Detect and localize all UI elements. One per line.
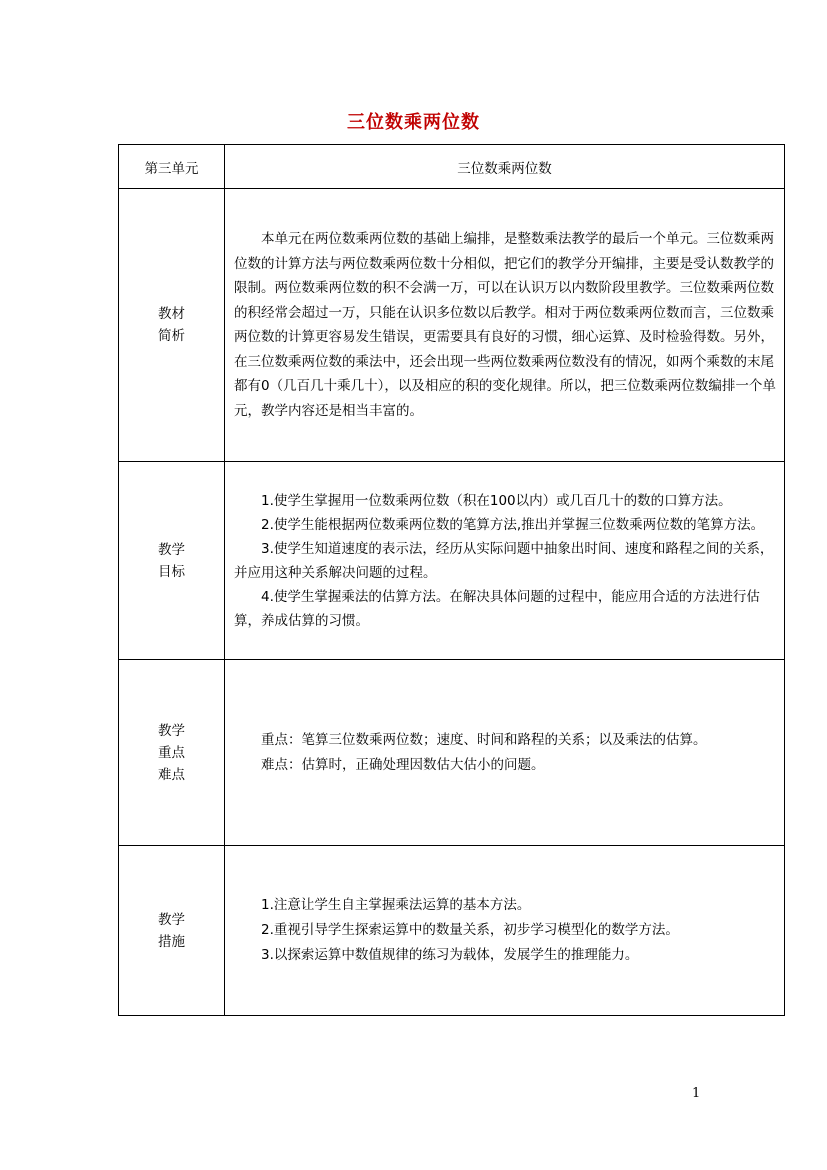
- row-content: [225, 189, 785, 462]
- row-label-line: 教学: [158, 541, 185, 558]
- table-row: [119, 189, 785, 462]
- row-label-line: 教学: [158, 722, 185, 739]
- row-label: [119, 462, 225, 660]
- row-label: [119, 846, 225, 1016]
- table-row: [119, 462, 785, 660]
- topic-cell: 三位数乘两位数: [225, 145, 785, 189]
- paragraph: 4.使学生掌握乘法的估算方法。在解决具体问题的过程中，能应用合适的方法进行估算，养成估算的习惯。: [234, 588, 760, 629]
- row-content: [225, 462, 785, 660]
- paragraph: 1.使学生掌握用一位数乘两位数（积在100以内）或几百几十的数的口算方法。: [261, 492, 732, 509]
- row-content: [225, 846, 785, 1016]
- document-title: 三位数乘两位数: [347, 112, 480, 133]
- row-label-line: 措施: [158, 933, 185, 950]
- paragraph: 2.重视引导学生探索运算中的数量关系，初步学习模型化的数学方法。: [261, 922, 679, 938]
- paragraph: 重点：笔算三位数乘两位数；速度、时间和路程的关系；以及乘法的估算。: [261, 731, 707, 748]
- paragraph: 1.注意让学生自主掌握乘法运算的基本方法。: [261, 897, 531, 913]
- row-label-line: 教材: [158, 306, 185, 322]
- row-label-line: 目标: [158, 563, 185, 580]
- row-content: [225, 660, 785, 846]
- row-label: [119, 189, 225, 462]
- paragraph: 难点：估算时，正确处理因数估大估小的问题。: [261, 756, 545, 773]
- paragraph: 2.使学生能根据两位数乘两位数的笔算方法,推出并掌握三位数乘两位数的笔算方法。: [261, 516, 765, 533]
- paragraph: 3.以探索运算中数值规律的练习为载体，发展学生的推理能力。: [261, 947, 639, 963]
- row-label-line: 难点: [158, 766, 185, 783]
- row-label-line: 重点: [158, 744, 185, 761]
- lesson-plan-table: [118, 144, 785, 1016]
- row-label-line: 教学: [158, 911, 185, 928]
- paragraph: 本单元在两位数乘两位数的基础上编排，是整数乘法教学的最后一个单元。三位数乘两位数的计算方法与两位数乘两位数十分相似，把它们的教学分开编排，主要是受认数教学的限制。两位数乘两位数的积不会满一万，可以在认识万以内数阶段里教学。三位数乘两位数的积经常会超过一万，只能在认识多位数以后教学。相对于两位数乘两位数而言，三位数乘两位数的计算更容易发生错误，更需要具有良好的习惯，细心运算、及时检验得数。另外，在三位数乘两位数的乘法中，还会出现一些两位数乘两位数没有的情况，如两个乘数的末尾都有0（几百几十乘几十），以及相应的积的变化规律。所以，把三位数乘两位数编排一个单元，教学内容还是相当丰富的。: [234, 231, 776, 419]
- table-row: [119, 660, 785, 846]
- table-row: [119, 846, 785, 1016]
- row-label-line: 简析: [158, 328, 185, 344]
- unit-cell: 第三单元: [119, 145, 225, 189]
- page-number: 1: [692, 1086, 701, 1101]
- header-row: [119, 145, 785, 189]
- row-label: [119, 660, 225, 846]
- paragraph: 3.使学生知道速度的表示法，经历从实际问题中抽象出时间、速度和路程之间的关系，并应用这种关系解决问题的过程。: [234, 540, 774, 581]
